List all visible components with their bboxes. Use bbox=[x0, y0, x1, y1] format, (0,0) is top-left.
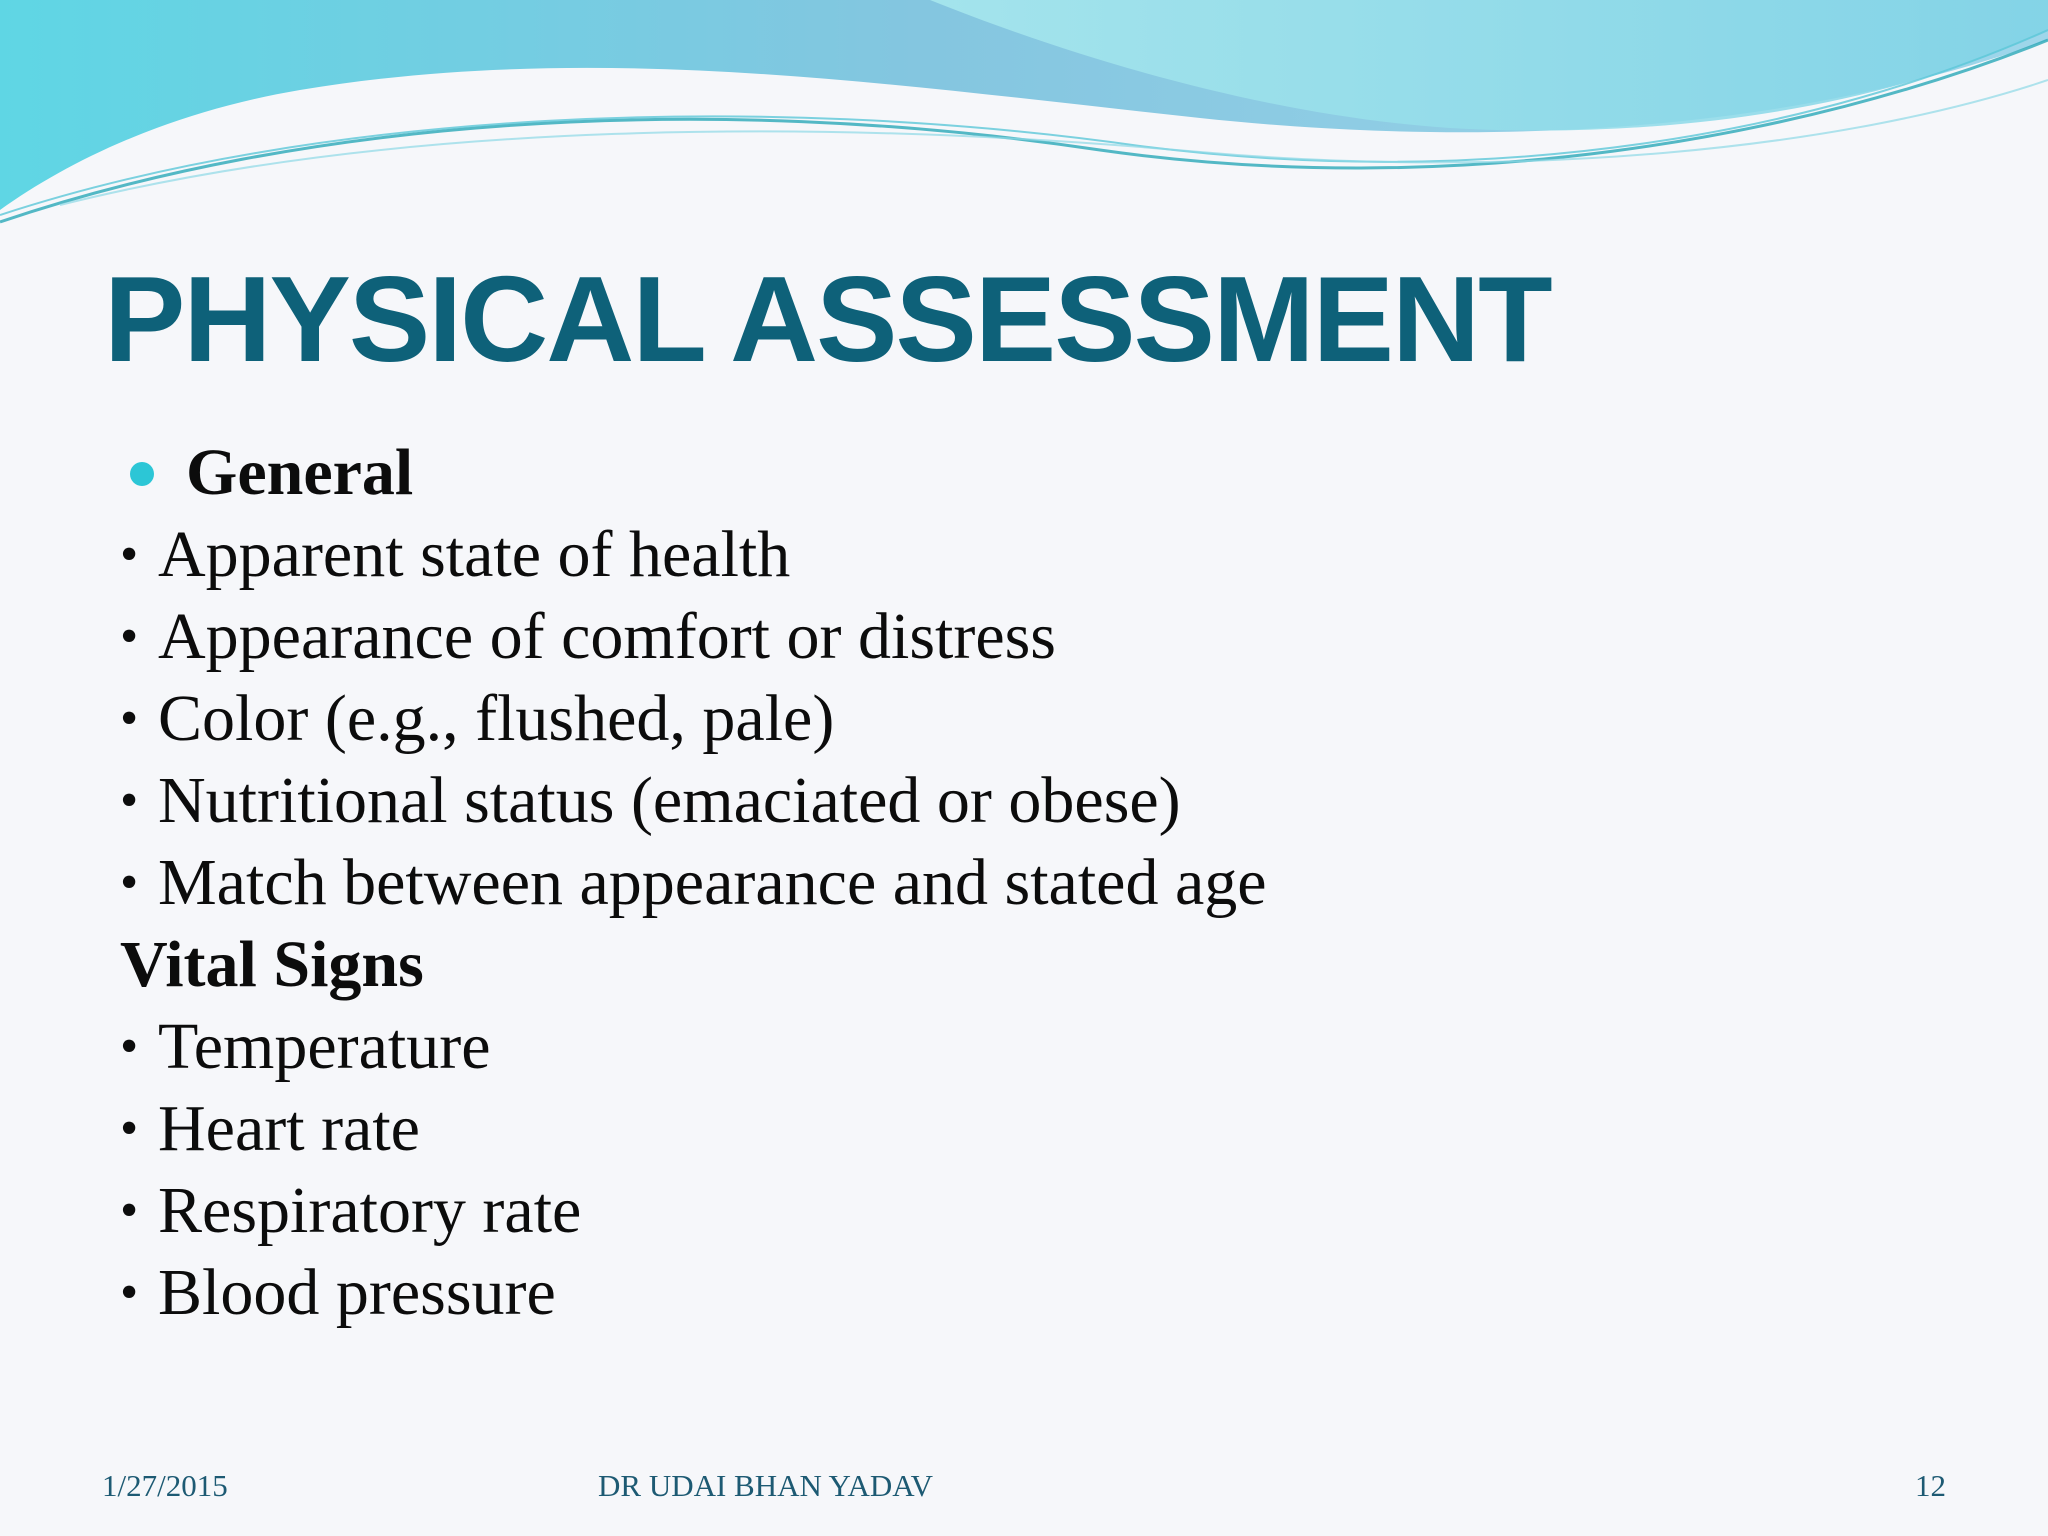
list-item bbox=[120, 760, 1920, 842]
list-item bbox=[120, 1170, 1920, 1252]
bullet-dot-icon: • bbox=[120, 526, 139, 583]
list-item bbox=[120, 1006, 1920, 1088]
list-item-text: Match between appearance and stated age bbox=[158, 846, 1267, 919]
list-item-text: Heart rate bbox=[158, 1092, 420, 1165]
bullet-dot-icon: • bbox=[120, 1018, 139, 1075]
section-heading-label: Vital Signs bbox=[120, 928, 424, 1001]
bullet-dot-icon: • bbox=[120, 608, 139, 665]
bullet-dot-icon: • bbox=[120, 1264, 139, 1321]
slide-title: PHYSICAL ASSESSMENT bbox=[104, 251, 1551, 387]
list-item bbox=[120, 1252, 1920, 1334]
section-heading-label: General bbox=[186, 436, 414, 509]
bullet-dot-icon: • bbox=[120, 1100, 139, 1157]
bullet-dot-icon: • bbox=[120, 1182, 139, 1239]
list-item-text: Respiratory rate bbox=[158, 1174, 582, 1247]
slide-body bbox=[120, 432, 1920, 1334]
footer-page-number: 12 bbox=[1915, 1468, 1946, 1503]
list-item-text: Apparent state of health bbox=[158, 518, 791, 591]
section-heading-vital-signs bbox=[120, 924, 1920, 1006]
list-item bbox=[120, 678, 1920, 760]
list-item bbox=[120, 842, 1920, 924]
bullet-dot-icon: • bbox=[120, 772, 139, 829]
bullet-dot-icon: • bbox=[120, 690, 139, 747]
list-item bbox=[120, 596, 1920, 678]
list-item bbox=[120, 1088, 1920, 1170]
list-item-text: Appearance of comfort or distress bbox=[158, 600, 1056, 673]
list-item-text: Nutritional status (emaciated or obese) bbox=[158, 764, 1181, 837]
round-bullet-icon bbox=[130, 462, 154, 486]
decorative-wave-banner bbox=[0, 0, 2048, 240]
bullet-dot-icon: • bbox=[120, 854, 139, 911]
footer-date: 1/27/2015 bbox=[102, 1468, 228, 1503]
footer-author: DR UDAI BHAN YADAV bbox=[598, 1468, 933, 1503]
list-item-text: Color (e.g., flushed, pale) bbox=[158, 682, 835, 755]
list-item bbox=[120, 514, 1920, 596]
section-heading-general bbox=[120, 432, 1920, 514]
list-item-text: Blood pressure bbox=[158, 1256, 556, 1329]
list-item-text: Temperature bbox=[158, 1010, 491, 1083]
